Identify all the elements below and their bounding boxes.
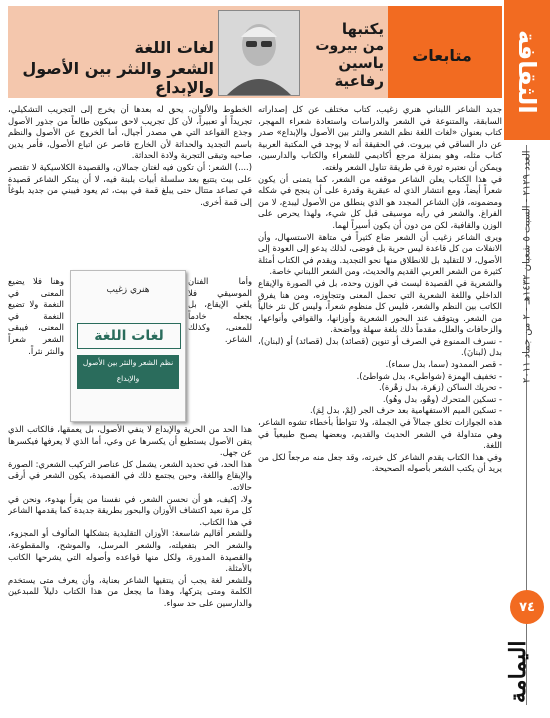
page-number: ٧٤	[510, 590, 544, 624]
byline-place: من بيروت	[315, 38, 384, 54]
magazine-brand: اليمامة	[505, 640, 531, 704]
byline-label: يكتبها	[341, 20, 384, 38]
paragraph: وللشعر أقاليم شاسعة: الأوزان التقليدية بتشكلها المألوف أو المجزوء، والشعر الحر بتفعيلته، والشعر المرسل، والموشح، والمقطوعة، والقصيدة المدورة، ولكل منها قواعده وأصوله التي يشرحها الكاتب بالأمثلة.	[8, 528, 252, 574]
article-column-left-mid-a: وهنا فلا يضيع المعنى في النغمة ولا تضيع النغمة في المعنى، فيبقى الشعر شعراً والنثر نثراً.	[8, 276, 64, 356]
paragraph: (....) الشعر: أن تكون فيه لغتان جمالان، والقصيدة الكلاسيكية لا تقتصر على بيت يتتبع بعد سلسلة أبيات بلبنة فيه، لا أن يبتكر الشاعر قصيدة في تصاعد متتال حتى يبلغ قمة في بيت، ثم يعود فيبني من جديد بلوغاً إلى قمة أخرى.	[8, 161, 252, 207]
paragraph: جديد الشاعر اللبناني هنري زغيب، كتاب مختلف عن كل إصداراته السابقة، والمتنوعة في الشعر والدراسات واستعادة شعراء المهجر، كتاب بعنوان «لغات اللغة نظم الشعر والنثر بين الأصول والإبداع» صدر عن دار الساقي في بيروت. في الحقيقة أنه لا يوجد في المكتبة العربية كتاب مثله، وهو بمنزلة مرجع أكاديمي للشعراء والكتاب والدارسين، ويمكن أن نعتبره ثورة في طريقة تناول الشعر ولغته.	[258, 104, 502, 172]
paragraph: ولا، إكيف، هو أن نحسن الشعر، في نفسنا من يقرأ بهدوء، ونحن في كل مرة نعيد اكتشاف الأوزان والبحور بطريقة جديدة كما يقدمها الشاعر في هذا الكتاب.	[8, 493, 252, 527]
paragraph: هذا الحد من الحرية والإبداع لا ينفي الأصول، بل يعمقها، فالكاتب الذي يتقن الأصول يستطيع أن يكسرها عن وعي، أما الذي لا يعرفها فيكسرها عن جهل.	[8, 424, 252, 458]
article-column-left-top	[8, 104, 252, 274]
book-subtitle: نظم الشعر والنثر بين الأصول والإبداع	[77, 355, 179, 389]
kicker: متابعات	[412, 46, 472, 65]
paragraph: وللشعر لغة يجب أن ينتقيها الشاعر بعناية، وأن يعرف متى يستخدم الكلمة ومتى يتركها، وهذا ما يجعل من هذا الكتاب دليلاً للمبدعين والدارسين على حد سواء.	[8, 574, 252, 608]
byline-name: ياسين رفاعية	[334, 54, 384, 90]
headline-line-2: الشعر والنثر بين الأصول والإبداع	[22, 59, 214, 97]
issue-info	[506, 150, 548, 550]
article-column-right	[258, 104, 502, 712]
article-column-left-mid-b: وأما الفنان الموسيقي فلا يلغي الإيقاع، بل يجعله خادماً للمعنى، وكذلك الشاعر.	[188, 276, 252, 344]
book-title: لغات اللغة	[77, 323, 181, 349]
paragraph: الخطوط والألوان، يحق له بعدها أن يخرج إلى التجريب التشكيلي، تجريداً أو تعبيراً، لأن كل تجريب لاحق سيكون طالعاً من جذور الأصول وجذع القواعد التي هي مصدر أجيال، أما الخروج عن الأصول والنظم باسم التجديد والحداثة لأن الخارج قاصر عن اتباع الأصول، فأمر يدين صاحبه وتبقى التجربة ولادة الحداثة.	[8, 104, 252, 161]
book-author: هنري زغيب	[106, 285, 150, 295]
headline	[12, 38, 214, 97]
author-portrait-icon	[218, 10, 300, 96]
headline-line-1: لغات اللغة	[134, 38, 214, 57]
section-name: الثقافة	[513, 30, 541, 114]
book-cover-image	[70, 270, 186, 422]
list-item: - تحريك الساكن (زهَرة، بدل زهْرة).	[379, 382, 502, 393]
issue-line-text: العدد ٢١٢٩ - السبت ٥ شعبان ١٤٣٢هـ - ٢ من جماد ٢٠١١	[521, 150, 533, 383]
paragraph: هذا الحد، في تحديد الشعر، يشمل كل عناصر التركيب الشعري: الصورة والإيقاع واللغة، وحين يجتمع ذلك في القصيدة، يكون الشعر في أرقى حالاته.	[8, 458, 252, 492]
list-item: - قصر الممدود (سما، بدل سماء).	[385, 359, 502, 370]
article-column-left-bottom	[8, 424, 252, 712]
list-item: - نسرف الممنوع في الصرف أو تنوين (قصائد) بدل (قصائد) أو (لبنان)، بدل (لبنانَ).	[258, 335, 502, 358]
paragraph: في هذا الكتاب يعلن الشاعر موقفه من الشعر، كما يتمنى أن يكون شعراً أيضاً، ومع انتشار الذي له عبقرية وقدرة على أن ينجح في شكله ومضمونه، فإن الشاعر المجدد هو الذي ينطلق من الأصول ليبدع، لا من الفراغ. والشعر في رأيه موسيقى قبل كل شيء، ولهذا يحرص على الوزن والقافية، لكن من دون أن يكون أسيراً لهما.	[258, 173, 502, 230]
paragraph: ويرى الشاعر زغيب أن الشعر ضاع كثيراً في متاهة الاستسهال، وأن الانفلات من كل قاعدة ليس حرية بل فوضى، لذلك يدعو إلى العودة إلى الأصول، لا للتقليد بل للانطلاق منها نحو التجديد. ويقدم في الكتاب أمثلة كثيرة من الشعر العربي القديم والحديث، ومن الشعر اللبناني خاصة.	[258, 231, 502, 277]
list-item: - تسكين الميم الاستفهامية بعد حرف الجر (لِمْ، بدل لِمَ).	[309, 405, 502, 416]
paragraph: وفي هذا الكتاب يقدم الشاعر كل خبرته، وقد جعل منه مرجعاً لكل من يريد أن يكتب الشعر بأصوله الصحيحة.	[258, 451, 502, 474]
paragraph: هذه الجوازات تخلق جمالاً في الجملة، ولا تتواطأ بأخطاء تشوه الشاعر، وهي متداولة في الشعر الحديث والقديم، وبعضها يصبح طبيعياً في اللغة.	[258, 417, 502, 451]
paragraph: والشعرية في القصيدة ليست في الوزن وحده، بل في الصورة والإيقاع الداخلي واللغة الشعرية التي تحمل المعنى وتتجاوزه، ومن هنا يفرق الكاتب بين النظم والشعر، فليس كل منظوم شعراً، وليس كل نثر خالياً من الشعر. ويتوقف عند البحور الشعرية وأوزانها، والقوافي وأنواعها، والزحافات والعلل، مقدماً ذلك بلغة سهلة وواضحة.	[258, 277, 502, 335]
list-item: - تسكين المتحرك (وهْو، بدل وهُو).	[382, 393, 502, 404]
byline	[302, 20, 384, 90]
list-item: - تخفيف الهمزة (شواطيء، بدل شواطئ).	[356, 370, 502, 381]
